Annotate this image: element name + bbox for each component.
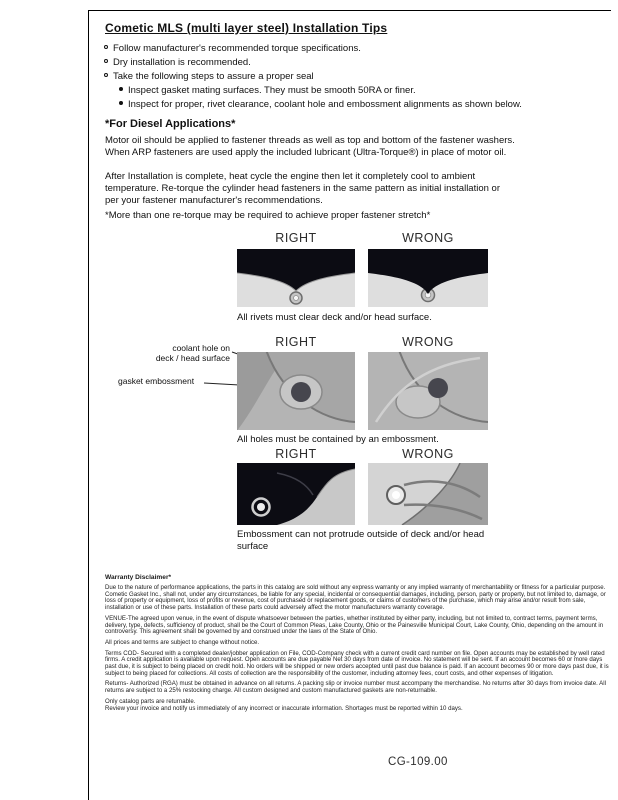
page-title: Cometic MLS (multi layer steel) Installation Tips [105,21,388,35]
warranty-paragraph: All prices and terms are subject to change without notice. [105,638,260,646]
list-item [104,57,534,68]
diesel-oil-paragraph: Motor oil should be applied to fastener threads as well as top and bottom of the fastener washers. When ARP fasteners are used apply the included lubricant (Ultra-Torque®) in place of motor oil. [105,135,515,158]
catalog-page-code: CG-109.00 [388,756,448,768]
hole-embossment-right-diagram [237,352,355,430]
warranty-paragraph: VENUE-The agreed upon venue, in the event of dispute whatsoever between the parties, whether instituted by either party, including, but not limited to, contract terms, payment terms, delivery, type, defects, sufficiency of product, shall be the Court of Common Pleas, Lake County, Ohio or the Painesville Municipal Court, Lake County, Ohio, depending on the amount in controversy. This agreement shall be governed by and construed under the laws of the State of Ohio. [105,614,604,636]
diesel-applications-heading: *For Diesel Applications* [105,118,236,130]
list-item [119,99,534,110]
row2-right-label: RIGHT [275,335,317,349]
coolant-hole-annotation: coolant hole on deck / head surface [155,343,230,363]
filled-bullet-icon [119,87,123,91]
row3-wrong-label: WRONG [402,447,454,461]
row2-wrong-label: WRONG [402,335,454,349]
open-bullet-icon [104,59,108,63]
tip-text: Follow manufacturer's recommended torque specifications. [113,43,361,54]
embossment-protrude-wrong-diagram [368,463,488,525]
tips-list [104,43,534,113]
warranty-paragraph: Returns- Authorized (RGA) must be obtained in advance on all returns. A packing slip or invoice number must accompany the merchandise. No returns after 30 days from invoice date. All returns are subject to a 25% restocking charge. All custom designed and custom manufactured gaskets are non-returnable. [105,680,606,695]
filled-bullet-icon [119,101,123,105]
rivet-clearance-right-diagram [237,249,355,307]
tip-text: Take the following steps to assure a proper seal [113,71,314,82]
warranty-heading: Warranty Disclaimer* [105,574,172,581]
retorque-note: *More than one re-torque may be required to achieve proper fastener stretch* [105,210,431,221]
list-item [119,85,534,96]
open-bullet-icon [104,73,108,77]
embossment-protrude-right-diagram [237,463,355,525]
row1-wrong-label: WRONG [402,231,454,245]
rivet-clearance-wrong-diagram [368,249,488,307]
warranty-paragraph: Terms COD- Secured with a completed dealer/jobber application on File, COD-Company check with a current credit card number on file. Open accounts may be established by well rated firms. A credit application is available upon request. Open accounts are due payable Net 30 days from date of invoice. No statement will be sent. If an account becomes 60 or more days past due, it is subject to being placed on credit hold. No orders will be shipped or new orders accepted until past due balance is paid. If an account becomes 90 or more days past due, it is subject to being placed for collections. All costs of collection are the responsibility of the customer, including attorney fees, court costs, and other expenses of litigation. [105,649,609,677]
diagram-caption-embossment: Embossment can not protrude outside of deck and/or head surface [237,529,485,552]
list-item [104,43,534,54]
tip-text: Inspect gasket mating surfaces. They must be smooth 50RA or finer. [128,85,416,96]
hole-embossment-wrong-diagram [368,352,488,430]
list-item [104,71,534,82]
diagram-caption-holes: All holes must be contained by an embossment. [237,434,439,445]
diagram-caption-rivets: All rivets must clear deck and/or head surface. [237,312,432,323]
heat-cycle-paragraph: After Installation is complete, heat cycle the engine then let it completely cool to ambient temperature. Re-torque the cylinder head fasteners in the same pattern as initial installation or per your fastener manufacturer's recommendations. [105,171,500,206]
warranty-paragraph: Review your invoice and notify us immediately of any incorrect or inaccurate information. Shortages must be reported within 10 days. [105,704,463,712]
warranty-paragraph: Only catalog parts are returnable. [105,697,196,705]
tip-text: Dry installation is recommended. [113,57,251,68]
tip-text: Inspect for proper, rivet clearance, coolant hole and embossment alignments as shown below. [128,99,522,110]
row1-right-label: RIGHT [275,231,317,245]
row3-right-label: RIGHT [275,447,317,461]
warranty-paragraph: Due to the nature of performance applications, the parts in this catalog are sold without any express warranty or any implied warranty of merchantability or fitness for a particular purpose. Cometic Gasket Inc., shall not, under any circumstances, be liable for any special, incidental or consequential damages, including, person, party or property, but not limited to, damage, or loss of property or equipment, loss of profits or revenue, cost of purchased or replacement goods, or claims of customers of the purchase, which may arise and/or result from sale, installation or use of these parts. Installation of these parts could adversely affect the motor manufacturers warranty coverage. [105,584,606,612]
open-bullet-icon [104,45,108,49]
warranty-disclaimer [105,574,611,716]
gasket-embossment-annotation: gasket embossment [118,376,195,386]
